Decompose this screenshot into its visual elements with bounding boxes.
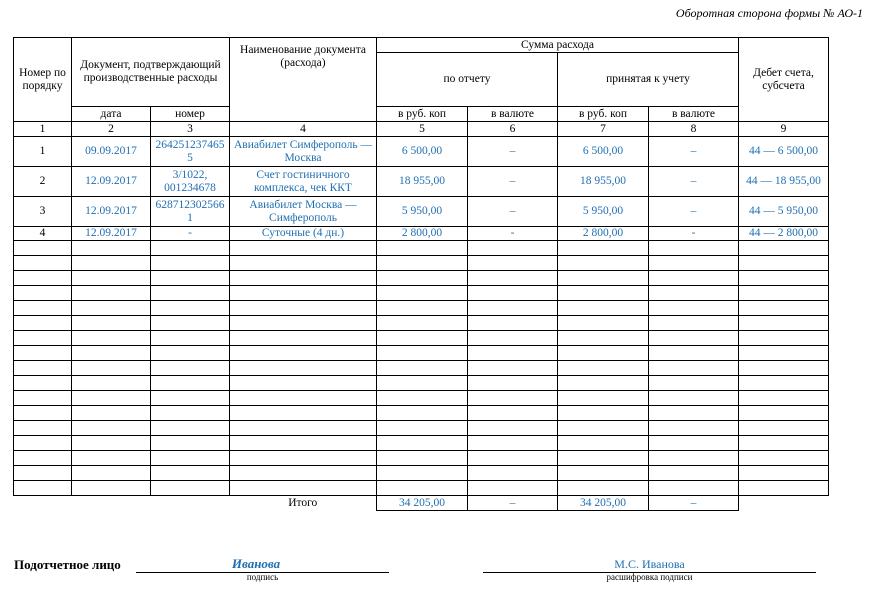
empty-row	[14, 376, 829, 391]
header-document: Документ, подтверждающий производственные расходы	[72, 38, 230, 107]
header-sum: Сумма расхода	[377, 38, 739, 53]
row-doc-name: Счет гостиничного комплекса, чек ККТ	[230, 167, 377, 197]
signature-value: Иванова	[231, 556, 281, 571]
header-number: номер	[151, 107, 230, 122]
header-rub: в руб. коп	[377, 107, 468, 122]
row-currency-accepted: -	[649, 227, 739, 241]
signer-label: Подотчетное лицо	[14, 557, 121, 572]
empty-row	[14, 286, 829, 301]
row-date: 12.09.2017	[72, 227, 151, 241]
empty-row	[14, 421, 829, 436]
header-by-report: по отчету	[377, 53, 558, 107]
empty-row	[14, 436, 829, 451]
header-accepted: принятая к учету	[558, 53, 739, 107]
row-doc-number: 628712302566 1	[151, 197, 230, 227]
header-row	[14, 107, 829, 122]
row-doc-name: Авиабилет Москва — Симферополь	[230, 197, 377, 227]
row-doc-name: Суточные (4 дн.)	[230, 227, 377, 241]
row-doc-number: 264251237465 5	[151, 137, 230, 167]
row-num: 2	[14, 167, 72, 197]
header-currency: в валюте	[468, 107, 558, 122]
row-doc-name: Авиабилет Симферополь — Москва	[230, 137, 377, 167]
empty-row	[14, 406, 829, 421]
total-currency-accepted: –	[649, 496, 739, 511]
column-number: 3	[151, 122, 230, 137]
row-rub: 5 950,00	[377, 197, 468, 227]
table-row	[14, 227, 829, 241]
empty-row	[14, 361, 829, 376]
total-row	[14, 496, 829, 511]
row-debit: 44 — 2 800,00	[739, 227, 829, 241]
header-rub-accepted: в руб. коп	[558, 107, 649, 122]
empty-row	[14, 391, 829, 406]
row-currency: -	[468, 227, 558, 241]
expense-table	[13, 37, 829, 511]
row-num: 1	[14, 137, 72, 167]
empty-row	[14, 346, 829, 361]
row-rub: 18 955,00	[377, 167, 468, 197]
header-currency-accepted: в валюте	[649, 107, 739, 122]
empty-row	[14, 316, 829, 331]
empty-row	[14, 241, 829, 256]
column-number: 6	[468, 122, 558, 137]
row-currency-accepted: –	[649, 167, 739, 197]
row-num: 4	[14, 227, 72, 241]
column-number: 7	[558, 122, 649, 137]
empty-row	[14, 331, 829, 346]
form-caption: Оборотная сторона формы № АО-1	[675, 6, 863, 20]
empty-row	[14, 451, 829, 466]
row-num: 3	[14, 197, 72, 227]
row-doc-number: -	[151, 227, 230, 241]
decoding-caption: расшифровка подписи	[606, 572, 693, 582]
row-rub-accepted: 18 955,00	[558, 167, 649, 197]
column-number: 9	[739, 122, 829, 137]
row-currency-accepted: –	[649, 137, 739, 167]
column-number: 2	[72, 122, 151, 137]
column-number: 5	[377, 122, 468, 137]
table-row	[14, 167, 829, 197]
row-rub-accepted: 2 800,00	[558, 227, 649, 241]
row-debit: 44 — 5 950,00	[739, 197, 829, 227]
empty-row	[14, 271, 829, 286]
row-currency: –	[468, 167, 558, 197]
column-numbers-row	[14, 122, 829, 137]
row-rub-accepted: 5 950,00	[558, 197, 649, 227]
decoding-value: М.С. Иванова	[614, 557, 685, 571]
row-rub-accepted: 6 500,00	[558, 137, 649, 167]
total-currency: –	[468, 496, 558, 511]
column-number: 8	[649, 122, 739, 137]
header-date: дата	[72, 107, 151, 122]
total-rub: 34 205,00	[377, 496, 468, 511]
empty-row	[14, 481, 829, 496]
empty-row	[14, 466, 829, 481]
row-doc-number: 3/1022, 001234678	[151, 167, 230, 197]
empty-row	[14, 301, 829, 316]
row-rub: 2 800,00	[377, 227, 468, 241]
header-debit: Дебет счета, субсчета	[739, 38, 829, 122]
header-num: Номер по порядку	[14, 38, 72, 122]
header-row	[14, 38, 829, 53]
row-currency: –	[468, 197, 558, 227]
row-date: 12.09.2017	[72, 197, 151, 227]
empty-row	[14, 256, 829, 271]
table-row	[14, 137, 829, 167]
signature-caption: подпись	[246, 572, 279, 582]
table-row	[14, 197, 829, 227]
column-number: 1	[14, 122, 72, 137]
row-debit: 44 — 6 500,00	[739, 137, 829, 167]
row-currency: –	[468, 137, 558, 167]
row-rub: 6 500,00	[377, 137, 468, 167]
total-rub-accepted: 34 205,00	[558, 496, 649, 511]
total-label: Итого	[288, 496, 318, 509]
row-date: 09.09.2017	[72, 137, 151, 167]
row-debit: 44 — 18 955,00	[739, 167, 829, 197]
row-date: 12.09.2017	[72, 167, 151, 197]
header-name: Наименование документа (расхода)	[230, 38, 377, 122]
column-number: 4	[230, 122, 377, 137]
row-currency-accepted: –	[649, 197, 739, 227]
